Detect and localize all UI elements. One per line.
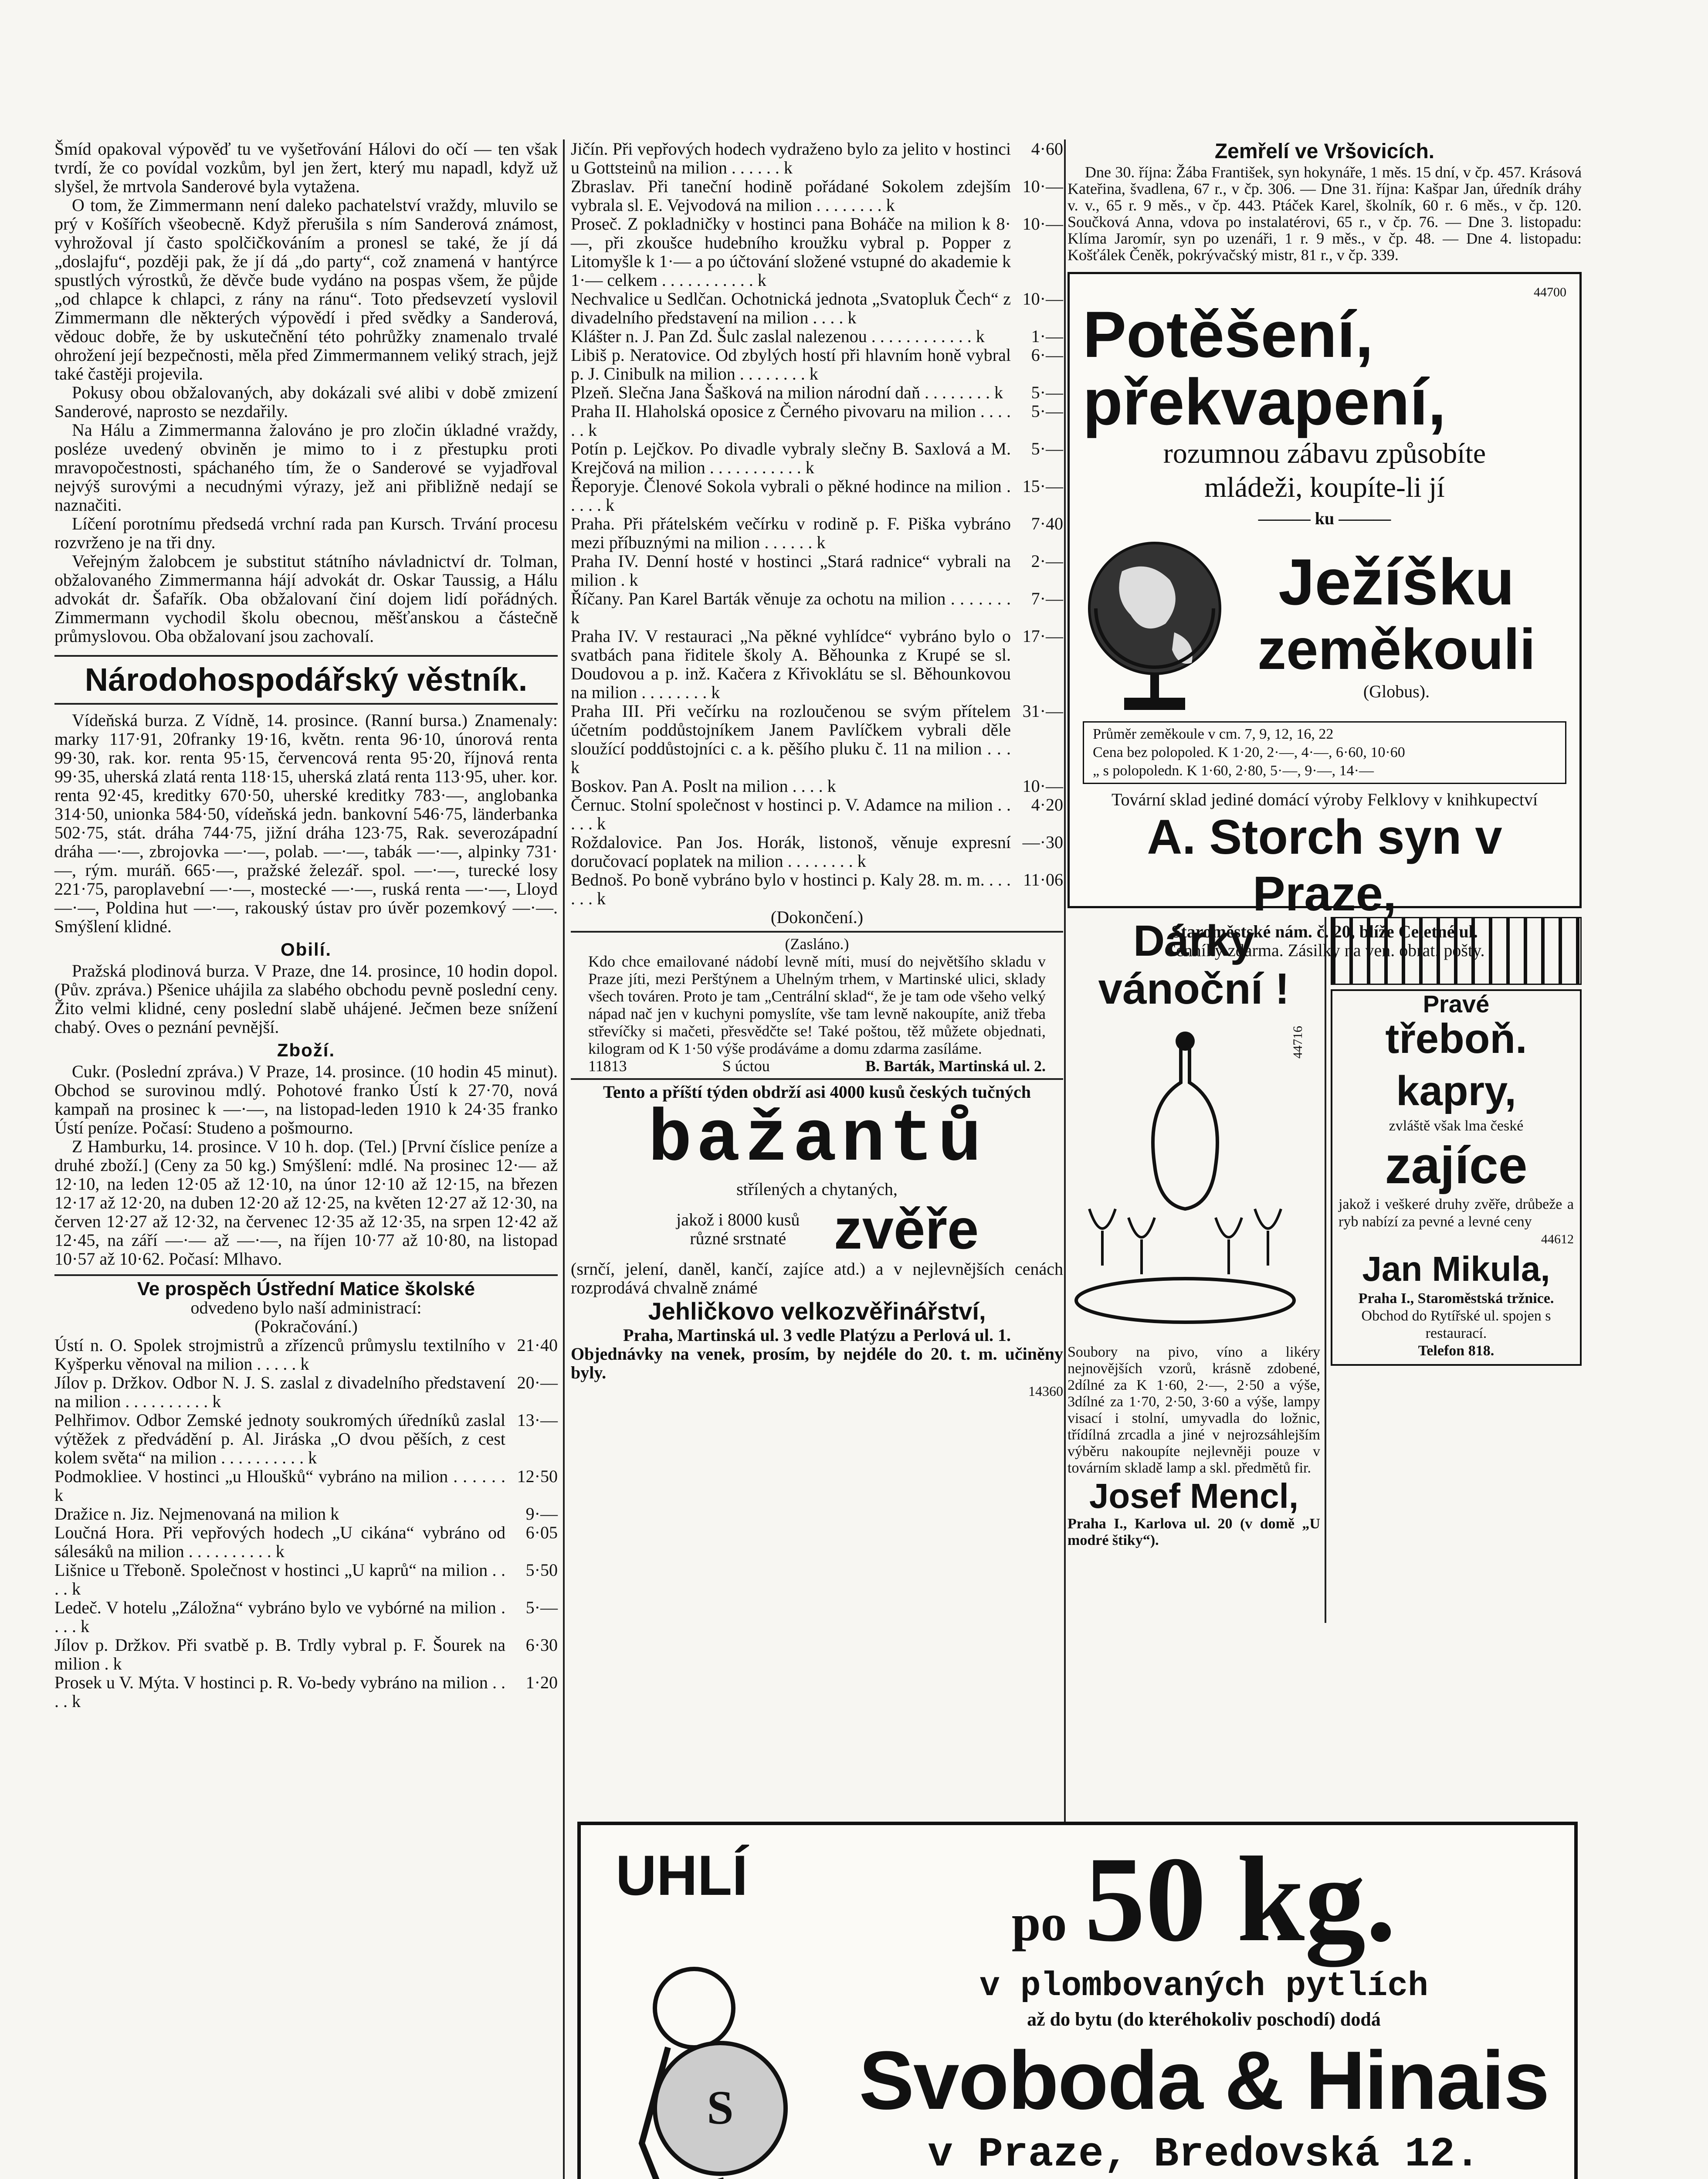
pheasant-ad-desc: (srnčí, jelení, daněl, kančí, zajíce atd.) a v nejlevnějších cenách rozprodává chvalně známé [571,1259,1063,1297]
donation-text: Praha IV. V restauraci „Na pěkné vyhlídce“ vybráno bylo o svatbách pana řiditele školy A. Běhounka z Krupé se sl. Doudovou a p. inž. Kačera z Křivoklátu se sl. Běhounkovou na milion . . . . . . . . k [571,626,1011,702]
donation-row [54,1673,558,1711]
zaslano-notice [571,931,1063,1075]
zaslano-regards: S úctou [722,1057,770,1075]
donation-row [54,1561,558,1598]
gifts-ad-title1: Dárky [1133,916,1254,965]
gifts-ad [1068,917,1325,1623]
donation-row [571,177,1063,214]
coal-ad-body [851,1831,1557,2179]
decanter-glasses-icon [1072,1022,1298,1335]
donation-text: Libiš p. Neratovice. Od zbylých hostí při hlavním honě vybral p. J. Cinibulk na milion . . . . . . . . k [571,345,1011,384]
donation-amount: 1·— [1031,326,1063,346]
ad-pair [1068,917,1582,1623]
donation-amount: 10·— [1022,776,1063,796]
svg-text:S: S [707,2081,734,2134]
donation-row [54,1411,558,1467]
donation-row [571,552,1063,589]
article-paragraph: Líčení porotnímu předsedá vrchní rada pan Kursch. Trvání procesu rozvrženo je na tři dny. [54,514,558,552]
donation-row [571,477,1063,514]
donation-text: Potín p. Lejčkov. Po divadle vybraly slečny B. Saxlová a M. Krejčová na milion . . . . . . . . . . . k [571,439,1011,477]
donation-row [54,1523,558,1561]
donation-text: Klášter n. J. Pan Zd. Šulc zaslal nalezenou . . . . . . . . . . . . k [571,326,985,346]
globe-ad-factory: Tovární sklad jediné domácí výroby Felklovy v knihkupectví [1111,790,1538,809]
zaslano-firm: B. Barták, Martinská ul. 2. [865,1057,1046,1075]
donation-text: Podmokliee. V hostinci „u Hloušků“ vybráno na milion . . . . . . k [54,1466,505,1505]
pheasant-ad-row [571,1198,1063,1259]
carp-ad-hares: zajíce [1385,1136,1528,1195]
coal-ad [577,1822,1578,2179]
pheasant-ad-headline: bažantů [648,1099,986,1182]
coal-ad-price [851,1831,1557,1967]
gifts-ad-title2: vánoční ! [1098,964,1290,1013]
section-title-grain: Obilí. [281,939,332,960]
globe-ad-line4: mládeži, koupíte-li jí [1204,472,1445,503]
hamburg-report: Z Hamburku, 14. prosince. V 10 h. dop. (Tel.) [První číslice peníze a druhé zboží.] (Ceny za 50 kg.) Smýšlení: mdlé. Na prosinec 12·— až 12·10, na leden 12·05 až 12·10, na únor 12·10 až 12·15, na březen 12·17 až 12·20, na duben 12·20 až 12·25, na květen 12·27 až 12·30, na červen 12·27 až 12·32, na červenec 12·35 až 12·35, na srpen 12·42 až 12·45, na září —·— až —·—, na říjen 10·77 až 10·80, na listopad 10·57 až 10·62. Počasí: Mlhavo. [54,1137,558,1269]
continued-note: (Dokončení.) [770,907,864,927]
donation-row [571,214,1063,289]
donation-amount: 4·20 [1031,795,1063,815]
donation-amount: 10·— [1022,289,1063,309]
donation-amount: 15·— [1022,476,1063,496]
donation-text: Jílov p. Držkov. Odbor N. J. S. zaslal z divadelního představení na milion . . . . . . . . . . k [54,1373,505,1411]
globe-ad-address: Staroměstské nám. č. 20, blíže Celetné ul. [1171,922,1478,941]
deaths-title: Zemřelí ve Vršovicích. [1214,140,1435,163]
article-paragraph: Na Hálu a Zimmermanna žalováno je pro zločin úkladné vraždy, posléze uvedený obviněn je mimo to i z přestupku proti mravopočestnosti, spáchaného tím, že o Sanderové se vyjadřoval nejvýš surovými a necudnými výrazy, jež ani přibližně nedají se naznačiti. [54,420,558,515]
pheasant-ad-address: Praha, Martinská ul. 3 vedle Platýzu a Perlová ul. 1. [623,1325,1011,1345]
zaslano-text: Kdo chce emailované nádobí levně míti, musí do největšího skladu v Praze jíti, mezi Perštýnem a Uhelným trhem, v Martinské ulici, sklady všech továren. Proto je tam „Centrální sklad“, že je tam ode všeho velký nápad nač jen v kuchyni pomyslíte, vše tam levně nakoupíte, aniž třeba střevíčky si mačeti, přesvědčte se! Také poštou, těž můžete objednati, kilogram od K 1·50 výše prodáváme a domu zdarma zasíláme. [588,953,1046,1057]
donation-row [571,870,1063,908]
donation-text: Pelhřimov. Odbor Zemské jednoty soukromých úředníků zaslal výtěžek z předvádění p. Al. Jiráska „O dvou pěších, z cest kolem světa“ na milion . . . . . . . . . . k [54,1410,505,1467]
donation-amount: 6·05 [525,1523,558,1542]
donation-amount: 7·— [1031,589,1063,608]
pheasant-ad-game: zvěře [834,1197,979,1261]
donation-amount: 5·50 [525,1560,558,1580]
donation-amount: 5·— [1031,401,1063,421]
donation-text: Nechvalice u Sedlčan. Ochotnická jednota „Svatopluk Čech“ z divadelního představení na milion . . . . k [571,289,1011,327]
pheasant-ad-number: 14360 [1028,1383,1063,1399]
gifts-ad-text: Soubory na pivo, víno a likéry nejnovějších vzorů, krásně zdobené, 2dílné za K 1·60, 2·—, 2·50 a výše, 3dílné za 1·70, 2·50, 3·60 a výše, lampy visací i stolní, umyvadla do ložnic, třídílná zrcadla a jiné v nejrozsáhlejším výběru nakoupíte nejlevněji pouze v továrním skladě lamp a skl. předmětů fir. [1068,1344,1320,1476]
globe-ad-line3: rozumnou zábavu způsobíte [1163,438,1486,469]
section-title-goods: Zboží. [277,1040,336,1060]
donation-row [571,777,1063,795]
donation-amount: 31·— [1022,701,1063,721]
globe-price-row: Průměr zeměkoule v cm. 7, 9, 12, 16, 22 [1093,726,1334,742]
donation-amount: 6·30 [525,1635,558,1655]
matice-continued: (Pokračování.) [254,1317,358,1336]
donation-row [571,327,1063,346]
zaslano-heading: (Zasláno.) [785,935,849,953]
globe-ad-body [1083,532,1566,715]
donation-text: Loučná Hora. Při vepřových hodech „U cikána“ vybráno od sálesáků na milion . . . . . . . . . . k [54,1523,505,1561]
donation-text: Praha III. Při večírku na rozloučenou se svým přítelem účetním poddůstojníkem Janem Pavlíčkem vybrali děle sloužící poddůstojníci c. a k. pěšího pluku č. 11 na milion . . . k [571,701,1011,777]
carp-ad-sub: zvláště však lma české [1389,1118,1524,1134]
globe-ad-globus: (Globus). [1363,681,1430,701]
globe-ad-ku: ——— ku ——— [1258,509,1391,528]
donation-text: Bednoš. Po boně vybráno bylo v hostinci p. Kaly 28. m. m. . . . . . . k [571,870,1011,908]
donation-amount: 10·— [1022,176,1063,196]
donation-text: Říčany. Pan Karel Barták věnuje za ochotu na milion . . . . . . . k [571,589,1011,627]
pheasant-ad [571,1078,1063,1401]
donation-list [571,139,1063,908]
donation-row [54,1504,558,1523]
column-middle [571,139,1063,1401]
donation-text: Roždalovice. Pan Jos. Horák, listonoš, věnuje expresní doručovací poplatek na milion . . . . . . . . k [571,832,1011,871]
carp-ad-box [1331,989,1582,1366]
article-paragraph: Veřejným žalobcem je substitut státního návladnictví dr. Tolman, obžalovaného Zimmermanna hájí advokát dr. Oskar Taussig, a Hálu advokát dr. Šafařík. Oba obžalovaní činí dojem lidí pořádných. Zimmermann vychodil školu obecnou, měšťanskou a částečně průmyslovou. Oba obžalovaní jsou zachovalí. [54,551,558,646]
article-paragraph: O tom, že Zimmermann není daleko pachatelství vraždy, mluvilo se prý v Košířích všeobecně. Když přerušila s ním Sanderová známost, vyhrožoval jí často spolčičkováním a pronesl se také, že jí dá „doslajfu“, později pak, že jí dá „do party“, což znamená v hantýrce spustlých výrostků, že děvče bude vydáno na pospas všem, že půjde „od chlapce k chlapci, z rány na ránu“. Toto předsevzetí vyslovil Zimmermann dle některých výpovědí i před svědky a Sanderová, vědouc dobře, že by uskutečnění této pohrůžky znamenalo trvalé ohrožení její bezpečnosti, měla před Zimmermannem veliký strach, jejž také častěji projevila. [54,195,558,384]
sugar-report: Cukr. (Poslední zpráva.) V Praze, 14. prosince. (10 hodin 45 minut). Obchod se surovinou mdlý. Pohotové franko Ústí k 27·70, nová kampaň na prosinec k —·—, na listopad-leden 1910 k 24·35 franko Ústí peníze. Počasí: Studeno a pošmourno. [54,1062,558,1137]
globe-ad-number: 44700 [1534,285,1566,299]
globe-ad-line2: překvapení, [1083,365,1446,438]
globe-ad-firm: A. Storch syn v Praze, [1147,810,1502,921]
article-paragraph: Šmíd opakoval výpověď tu ve vyšetřování Hálovi do očí — ten však tvrdí, že co povídal vozkům, byl jen žert, který mu napadl, když už slyšel, že mrtvola Sanderové byla vytažena. [54,139,558,196]
carp-ad-phone: Telefon 818. [1418,1343,1494,1359]
donation-row [54,1373,558,1411]
coal-porter-icon [590,1838,834,2179]
globe-price-row: „ s polopoledn. K 1·60, 2·80, 5·—, 9·—, 14·— [1093,763,1374,779]
column-right [1068,139,1582,1623]
donation-amount: 1·20 [525,1673,558,1692]
donation-row [571,514,1063,552]
donation-amount: 5·— [1031,439,1063,458]
matice-title: Ve prospěch Ústřední Matice školské [137,1278,475,1300]
zaslano-signature [588,1057,1046,1075]
donation-text: Praha IV. Denní hosté v hostinci „Stará radnice“ vybrali na milion . k [571,551,1011,590]
donation-text: Řeporyje. Členové Sokola vybrali o pěkné hodince na milion . . . . . k [571,476,1011,515]
section-title-economy: Národohospodářský věstník. [54,655,558,705]
donation-text: Ústí n. O. Spolek strojmistrů a zřízenců průmyslu textilního v Kyšperku věnoval na milion . . . . . k [54,1335,505,1374]
matice-subtitle: odvedeno bylo naší administrací: [190,1298,422,1317]
donation-text: Plzeň. Slečna Jana Šašková na milion národní daň . . . . . . . . k [571,383,1003,402]
donation-amount: 20·— [517,1373,558,1392]
donation-row [571,627,1063,702]
donation-amount: 6·— [1031,345,1063,365]
donation-amount: 10·— [1022,214,1063,234]
donation-amount: 7·40 [1031,514,1063,533]
donation-row [571,289,1063,327]
column-divider [1064,139,1066,1822]
donation-row [571,439,1063,477]
globe-icon [1083,532,1227,715]
donation-amount: —·30 [1022,832,1063,852]
globe-ad-zemekouli: zeměkouli [1257,617,1536,681]
coal-ad-line1: v plombovaných pytlích [979,1967,1428,2006]
gifts-ad-address: Praha I., Karlova ul. 20 (v domě „U modré štiky“). [1068,1516,1320,1548]
donation-amount: 2·— [1031,551,1063,571]
pheasant-ad-firm: Jehličkovo velkozvěřinářství, [648,1297,986,1325]
globe-price-row: Cena bez polopoled. K 1·20, 2·—, 4·—, 6·60, 10·60 [1093,744,1405,760]
donation-row [571,702,1063,777]
donation-text: Jílov p. Držkov. Při svatbě p. B. Trdly vybral p. F. Šourek na milion . k [54,1635,505,1673]
donation-list [54,1336,558,1711]
donation-row [571,402,1063,439]
globe-price-table [1083,721,1566,784]
donation-row [571,139,1063,177]
globe-ad-catalog: Cenníky zdarma. Zásilky na ven. obrat. pošty. [1164,940,1485,960]
donation-text: Černuc. Stolní společnost v hostinci p. V. Adamce na milion . . . . . k [571,795,1011,833]
carp-ad-number: 44612 [1541,1232,1574,1246]
carp-ad-address: Praha I., Staroměstská tržnice. [1358,1290,1554,1307]
article-paragraph: Pokusy obou obžalovaných, aby dokázali své alibi v době zmizení Sanderové, naprosto se nezdařily. [54,383,558,421]
donation-text: Zbraslav. Při taneční hodině pořádané Sokolem zdejším vybrala sl. E. Vejvodová na milion . . . . . . . . k [571,176,1011,215]
donation-row [571,795,1063,833]
globe-ad-line1: Potěšení, [1083,298,1373,371]
column-left [54,139,558,1711]
donation-text: Praha II. Hlaholská oposice z Černého pivovaru na milion . . . . . . k [571,401,1011,440]
donation-text: Boskov. Pan A. Poslt na milion . . . . k [571,776,836,796]
donation-amount: 9·— [525,1504,558,1524]
donation-amount: 17·— [1022,626,1063,646]
donation-amount: 5·— [525,1598,558,1617]
carp-ad-shop: Obchod do Rytířské ul. spojen s restaurací. [1361,1308,1551,1341]
donation-amount: 12·50 [517,1466,558,1486]
donation-text: Proseč. Z pokladničky v hostinci pana Boháče na milion k 8·—, při zkoušce hudebního kroužku vybral p. Popper z Litomyšle k 1·— a po účtování složené vstupné do akademie k 1·— celkem . . . . . . . . . . . k [571,214,1011,290]
matice-header [54,1274,558,1336]
donation-row [54,1336,558,1373]
donation-row [54,1636,558,1673]
donation-row [571,346,1063,383]
carp-ad-pravé: Pravé [1423,990,1490,1018]
coal-ad-city: v Praze, Bredovská 12. [928,2131,1480,2178]
carp-ad-title: třeboň. kapry, [1385,1015,1527,1114]
donation-amount: 11·06 [1023,870,1063,889]
coal-ad-uhli: UHLÍ [616,1843,748,1907]
pheasant-ad-count: jakož i 8000 kusů různé srstnaté [676,1210,800,1248]
carp-ad-text: jakož i veškeré druhy zvěře, drůbeže a ryb nabízí za pevné a levné ceny [1339,1196,1574,1230]
donation-row [571,383,1063,402]
pheasant-ad-sub: střílených a chytaných, [736,1179,898,1199]
donation-text: Dražice n. Jiz. Nejmenovaná na milion k [54,1504,339,1524]
donation-amount: 5·— [1031,383,1063,402]
donation-amount: 4·60 [1031,139,1063,159]
globe-ad-jezisku: Ježíšku [1278,545,1515,618]
burza-report: Vídeňská burza. Z Vídně, 14. prosince. (Ranní bursa.) Znamenaly: marky 117·91, 20franky 19·16, květn. renta 96·10, únorová renta 99·30, rak. kor. renta 95·15, červencová renta 95·20, říjnová renta 99·35, uherská zlatá renta 118·15, uherská zlatá renta 113·95, uher. kor. renta 92·45, kreditky 670·50, uherské kreditky 783·—, anglobanka 314·50, unionka 584·50, vídeňská jedn. bankovní 546·75, länderbanka 502·75, stát. dráha 744·75, jižní dráha 123·75, Rak. severozápadní dráha —·—, zbrojovka —·—, polab. —·—, tabák —·—, alpinky 731·—, rým. muráň. 665·—, pražské železář. spol. —·—, turecké losy 221·75, paroplavební —·—, mostecké —·—, ruská renta —·—, Lloyd —·—, Poldina hut —·—, rakouský ústav pro úvěr pozemkový —·—. Smýšlení klidné. [54,710,558,936]
coal-ad-po: po [1011,1894,1067,1952]
gifts-ad-firm: Josef Mencl, [1089,1476,1299,1515]
coal-ad-line2: až do bytu (do kteréhokoliv poschodí) dodá [1027,2009,1381,2030]
carp-ad [1326,917,1582,1623]
donation-text: Praha. Při přátelském večírku v rodině p. F. Piška vybráno mezi příbuznými na milion . . . . . . k [571,514,1011,552]
donation-row [54,1467,558,1504]
carp-ad-firm: Jan Mikula, [1362,1249,1550,1288]
zaslano-number: 11813 [588,1057,627,1075]
globe-ad-title [1227,547,1566,701]
donation-row [54,1598,558,1636]
donation-text: Lišnice u Třeboně. Společnost v hostinci „U kaprů“ na milion . . . . k [54,1560,505,1599]
donation-amount: 13·— [517,1410,558,1430]
globe-ad-ku-text: ku [1315,509,1335,528]
deaths-list: Dne 30. října: Žába František, syn hokynáře, 1 měs. 15 dní, v čp. 457. Krásová Kateřina, švadlena, 67 r., v čp. 306. — Dne 31. října: Kašpar Jan, úředník dráhy v. v., 65 r. 9 měs., v čp. 443. Ptáček Karel, školník, 60 r. 6 měs., v čp. 120. Součková Anna, vdova po instalatérovi, 65 r., v čp. 76. — Dne 3. listopadu: Klíma Jaromír, syn po uzenáři, 1 r. 9 měs., v čp. 48. — Dne 4. listopadu: Košťálek Čeněk, pokrývačský mistr, 81 r., v čp. 339. [1068,163,1582,264]
donation-text: Prosek u V. Mýta. V hostinci p. R. Vo-bedy vybráno na milion . . . . k [54,1673,505,1711]
pheasant-ad-note: Objednávky na venek, prosím, by nejdéle do 20. t. m. učiněny byly. [571,1344,1063,1382]
donation-amount: 21·40 [517,1335,558,1355]
gifts-ad-number: 44716 [1291,1026,1305,1059]
column-divider [563,139,565,2179]
donation-text: Jičín. Při vepřových hodech vydraženo bylo za jelito v hostinci u Gottsteinů na milion . . . . . . k [571,139,1011,177]
donation-row [571,589,1063,627]
donation-text: Ledeč. V hotelu „Záložna“ vybráno bylo ve vybórné na milion . . . . k [54,1598,505,1636]
donation-row [571,833,1063,870]
pheasant-ad-top: Tento a příští týden obdrží asi 4000 kusů českých tučných [603,1082,1031,1102]
grain-report: Pražská plodinová burza. V Praze, dne 14. prosince, 10 hodin dopol. (Pův. zpráva.) Pšenice uhájila za slabého obchodu pevně poslední ceny. Žito velmi klidné, ceny poslední slabě uhájené. Ječmen beze snížení chabý. Oves o peznání pevnější. [54,961,558,1037]
coal-ad-50kg: 50 kg. [1084,1831,1396,1967]
coal-ad-firm: Svoboda & Hinais [859,2034,1549,2127]
